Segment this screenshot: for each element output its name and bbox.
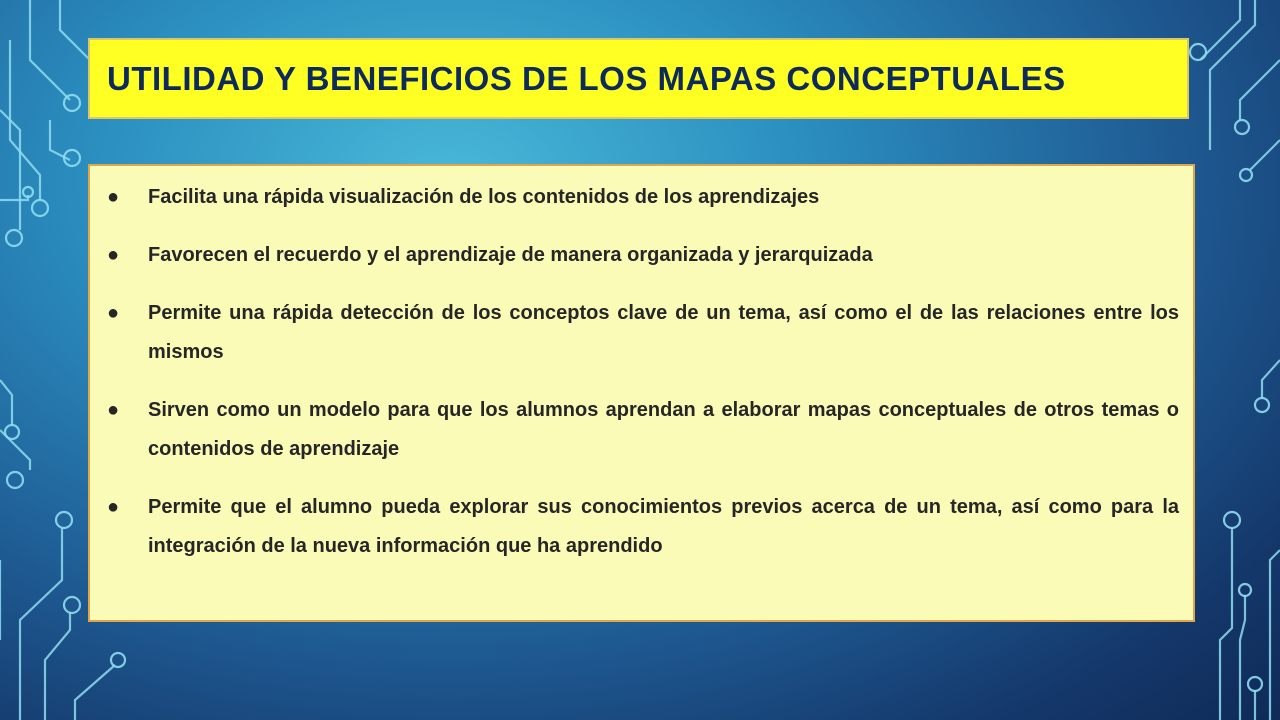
list-item-text: Permite que el alumno pueda explorar sus conocimientos previos acerca de un tema, así como para la integración de la nueva información que ha aprendido — [148, 496, 1179, 557]
list-item-text: Facilita una rápida visualización de los contenidos de los aprendizajes — [148, 186, 820, 208]
bullet-dot-icon: ● — [107, 186, 120, 208]
bullet-list — [90, 166, 1193, 566]
list-item-text: Favorecen el recuerdo y el aprendizaje de manera organizada y jerarquizada — [148, 244, 873, 266]
list-item — [107, 236, 1179, 275]
list-item — [107, 178, 1179, 217]
list-item — [107, 391, 1179, 469]
list-item — [107, 294, 1179, 372]
bullet-dot-icon: ● — [107, 244, 120, 266]
list-item-text: Sirven como un modelo para que los alumnos aprendan a elaborar mapas conceptuales de otros temas o contenidos de aprendizaje — [148, 399, 1179, 460]
slide-title: UTILIDAD Y BENEFICIOS DE LOS MAPAS CONCEPTUALES — [107, 59, 1066, 97]
content-panel — [88, 164, 1195, 622]
title-banner — [88, 38, 1189, 119]
bullet-dot-icon: ● — [107, 399, 120, 421]
bullet-dot-icon: ● — [107, 496, 120, 518]
list-item-text: Permite una rápida detección de los conceptos clave de un tema, así como el de las relaciones entre los mismos — [148, 302, 1179, 363]
list-item — [107, 488, 1179, 566]
bullet-dot-icon: ● — [107, 302, 120, 324]
